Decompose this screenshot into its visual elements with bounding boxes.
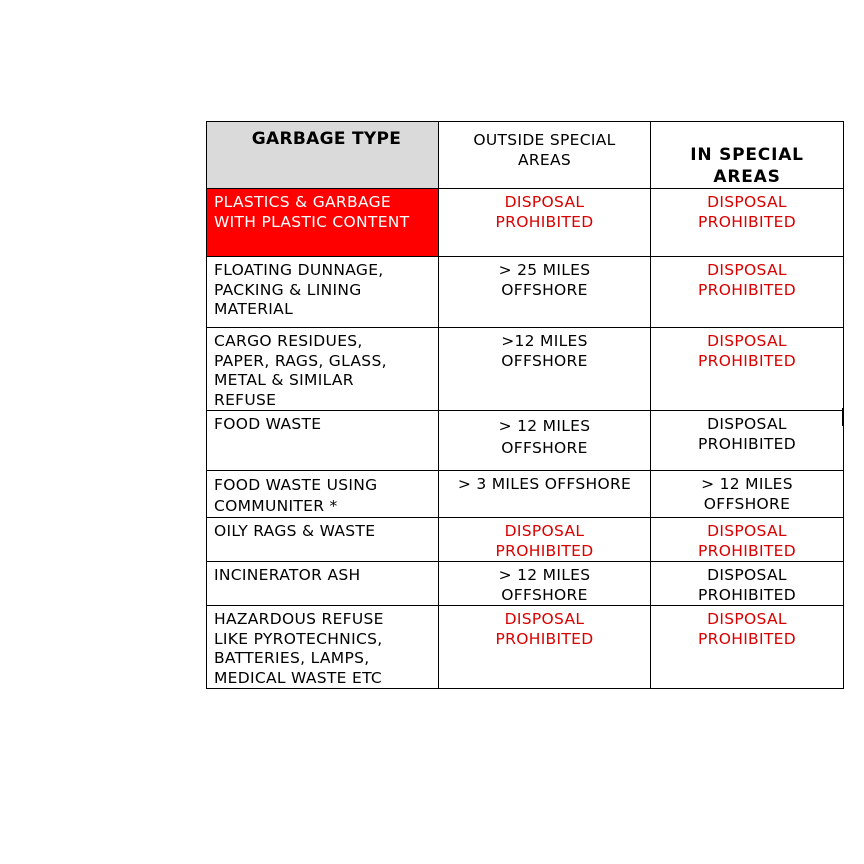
garbage-type-cell: FOOD WASTE — [207, 411, 439, 471]
table-row — [207, 411, 844, 471]
table-row — [207, 471, 844, 518]
inside-value-cell: DISPOSAL PROHIBITED — [651, 257, 844, 328]
table-row — [207, 257, 844, 328]
table-row — [207, 328, 844, 411]
garbage-type-cell: FLOATING DUNNAGE, PACKING & LINING MATERIAL — [207, 257, 439, 328]
garbage-type-cell: INCINERATOR ASH — [207, 562, 439, 606]
outside-value-cell: DISPOSAL PROHIBITED — [439, 189, 651, 257]
inside-value-cell: DISPOSAL PROHIBITED — [651, 518, 844, 562]
inside-value-cell: DISPOSAL PROHIBITED — [651, 411, 844, 471]
table-row — [207, 189, 844, 257]
inside-value-cell: DISPOSAL PROHIBITED — [651, 328, 844, 411]
outside-value-cell: > 12 MILES OFFSHORE — [439, 411, 651, 471]
outside-value-cell: DISPOSAL PROHIBITED — [439, 518, 651, 562]
outside-value-cell: > 3 MILES OFFSHORE — [439, 471, 651, 518]
garbage-type-cell: OILY RAGS & WASTE — [207, 518, 439, 562]
header-outside-special-areas: OUTSIDE SPECIAL AREAS — [439, 122, 651, 189]
table-row — [207, 606, 844, 689]
outside-value-cell: DISPOSAL PROHIBITED — [439, 606, 651, 689]
inside-value-cell: DISPOSAL PROHIBITED — [651, 606, 844, 689]
border-tick-mark — [842, 408, 844, 426]
garbage-type-cell: PLASTICS & GARBAGE WITH PLASTIC CONTENT — [207, 189, 439, 257]
garbage-type-cell: CARGO RESIDUES, PAPER, RAGS, GLASS, METAL & SIMILAR REFUSE — [207, 328, 439, 411]
table-row — [207, 562, 844, 606]
header-in-special-areas: IN SPECIAL AREAS — [651, 122, 844, 189]
garbage-disposal-table — [206, 121, 844, 689]
inside-value-cell: DISPOSAL PROHIBITED — [651, 562, 844, 606]
outside-value-cell: > 25 MILES OFFSHORE — [439, 257, 651, 328]
inside-value-cell: > 12 MILES OFFSHORE — [651, 471, 844, 518]
outside-value-cell: >12 MILES OFFSHORE — [439, 328, 651, 411]
header-garbage-type: GARBAGE TYPE — [207, 122, 439, 189]
outside-value-cell: > 12 MILES OFFSHORE — [439, 562, 651, 606]
header-row — [207, 122, 844, 189]
garbage-type-cell: HAZARDOUS REFUSE LIKE PYROTECHNICS, BATTERIES, LAMPS, MEDICAL WASTE ETC — [207, 606, 439, 689]
table-row — [207, 518, 844, 562]
inside-value-cell: DISPOSAL PROHIBITED — [651, 189, 844, 257]
garbage-type-cell: FOOD WASTE USING COMMUNITER * — [207, 471, 439, 518]
